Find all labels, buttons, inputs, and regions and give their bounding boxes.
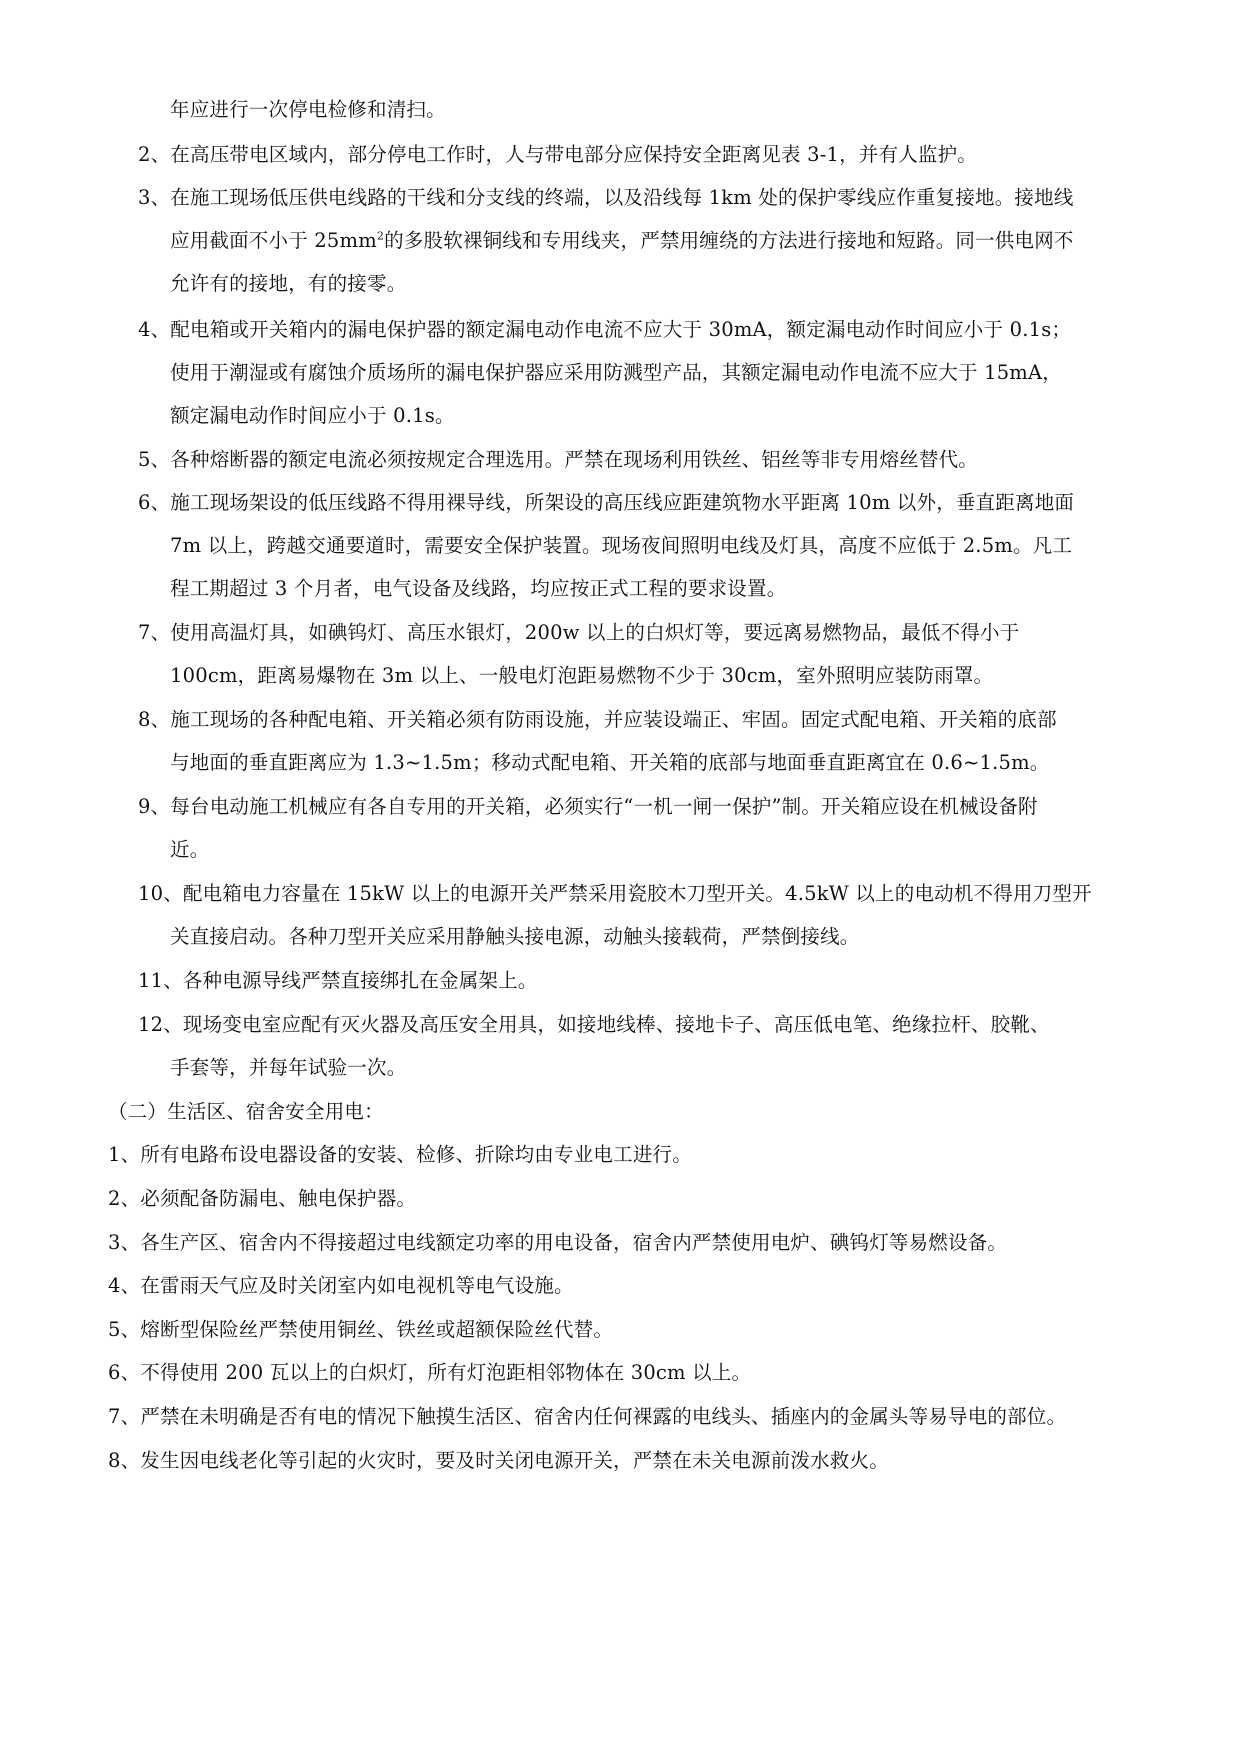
- list-item-11: 11、各种电源导线严禁直接绑扎在金属架上。: [138, 969, 538, 992]
- text-line: 使用于潮湿或有腐蚀介质场所的漏电保护器应采用防溅型产品，其额定漏电动作电流不应大于 15mA，: [170, 361, 1062, 384]
- text-line: 允许有的接地，有的接零。: [170, 272, 407, 295]
- text-line: 与地面的垂直距离应为 1.3~1.5m；移动式配电箱、开关箱的底部与地面垂直距离宜在 0.6~1.5m。: [170, 751, 1050, 774]
- list-item-6: 6、施工现场架设的低压线路不得用裸导线，所架设的高压线应距建筑物水平距离 10m 以外，垂直距离地面: [138, 491, 1075, 514]
- list-item-6: 6、不得使用 200 瓦以上的白炽灯，所有灯泡距相邻物体在 30cm 以上。: [108, 1361, 752, 1384]
- list-item-5: 5、熔断型保险丝严禁使用铜丝、铁丝或超额保险丝代替。: [108, 1318, 614, 1341]
- text-line: 关直接启动。各种刀型开关应采用静触头接电源，动触头接载荷，严禁倒接线。: [170, 925, 860, 948]
- list-item-10: 10、配电箱电力容量在 15kW 以上的电源开关严禁采用瓷胶木刀型开关。4.5kW 以上的电动机不得用刀型开: [138, 882, 1092, 905]
- superscript: 2: [376, 229, 385, 243]
- list-item-9: 9、每台电动施工机械应有各自专用的开关箱，必须实行“一机一闸一保护”制。开关箱应设在机械设备附: [138, 795, 1038, 818]
- text-span: 应用截面不小于 25mm: [170, 229, 377, 252]
- section-heading: （二）生活区、宿舍安全用电：: [108, 1100, 384, 1123]
- list-item-2: 2、在高压带电区域内，部分停电工作时，人与带电部分应保持安全距离见表 3-1，并有人监护。: [138, 143, 978, 166]
- list-item-3: 3、在施工现场低压供电线路的干线和分支线的终端，以及沿线每 1km 处的保护零线应作重复接地。接地线: [138, 186, 1074, 209]
- text-line: 手套等，并每年试验一次。: [170, 1056, 407, 1079]
- list-item-5: 5、各种熔断器的额定电流必须按规定合理选用。严禁在现场利用铁丝、铝丝等非专用熔丝替代。: [138, 448, 979, 471]
- text-line: [170, 226, 1074, 256]
- list-item-7: 7、严禁在未明确是否有电的情况下触摸生活区、宿舍内任何裸露的电线头、插座内的金属头等易导电的部位。: [108, 1405, 1067, 1428]
- text-span: 的多股软裸铜线和专用线夹，严禁用缠绕的方法进行接地和短路。同一供电网不: [384, 229, 1074, 252]
- text-line: 额定漏电动作时间应小于 0.1s。: [170, 404, 455, 427]
- list-item-4: 4、在雷雨天气应及时关闭室内如电视机等电气设施。: [108, 1274, 574, 1297]
- list-item-7: 7、使用高温灯具，如碘钨灯、高压水银灯，200w 以上的白炽灯等，要远离易燃物品，最低不得小于: [138, 621, 1020, 644]
- text-line: 近。: [170, 838, 210, 861]
- list-item-3: 3、各生产区、宿舍内不得接超过电线额定功率的用电设备，宿舍内严禁使用电炉、碘钨灯等易燃设备。: [108, 1231, 1008, 1254]
- text-line: 7m 以上，跨越交通要道时，需要安全保护装置。现场夜间照明电线及灯具，高度不应低于 2.5m。凡工: [170, 534, 1073, 557]
- list-item-8: 8、施工现场的各种配电箱、开关箱必须有防雨设施，并应装设端正、牢固。固定式配电箱、开关箱的底部: [138, 708, 1057, 731]
- list-item-1: 1、所有电路布设电器设备的安装、检修、折除均由专业电工进行。: [108, 1143, 692, 1166]
- list-item-2: 2、必须配备防漏电、触电保护器。: [108, 1187, 417, 1210]
- list-item-8: 8、发生因电线老化等引起的火灾时，要及时关闭电源开关，严禁在未关电源前泼水救火。: [108, 1449, 889, 1472]
- text-line: 程工期超过 3 个月者，电气设备及线路，均应按正式工程的要求设置。: [170, 577, 787, 600]
- list-item-12: 12、现场变电室应配有灭火器及高压安全用具，如接地线棒、接地卡子、高压低电笔、绝缘拉杆、胶靴、: [138, 1013, 1050, 1036]
- text-line: 年应进行一次停电检修和清扫。: [170, 98, 446, 121]
- list-item-4: 4、配电箱或开关箱内的漏电保护器的额定漏电动作电流不应大于 30mA，额定漏电动作时间应小于 0.1s；: [138, 318, 1072, 341]
- text-line: 100cm，距离易爆物在 3m 以上、一般电灯泡距易燃物不少于 30cm，室外照明应装防雨罩。: [170, 664, 994, 687]
